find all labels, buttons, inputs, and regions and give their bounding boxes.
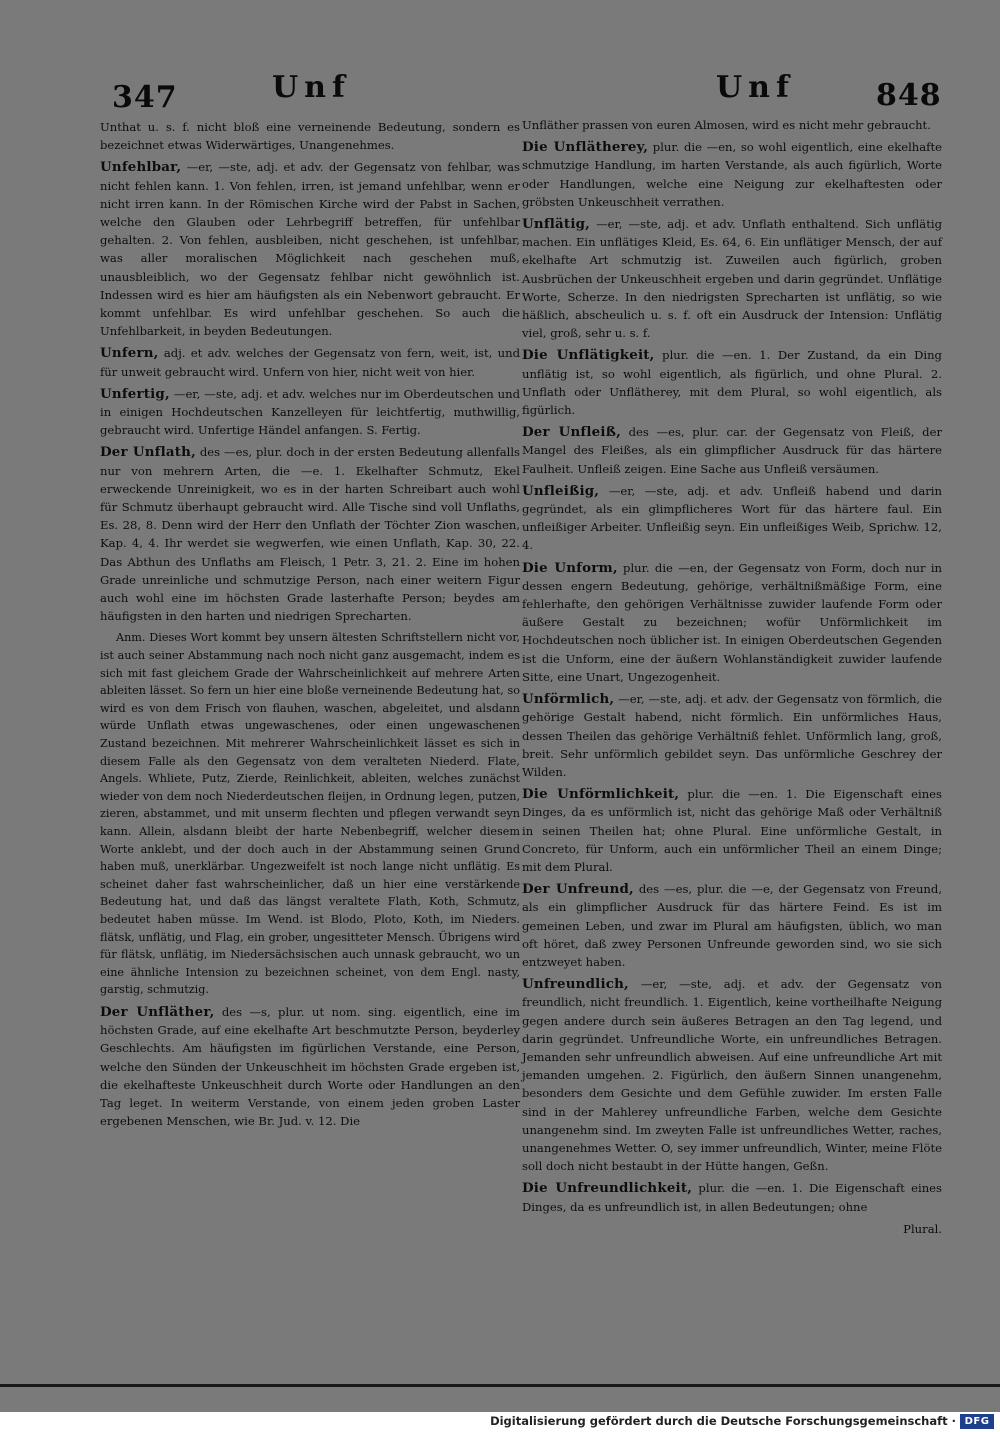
dictionary-entry — [100, 118, 520, 154]
entry-lemma: Der Unfläther, — [100, 1003, 215, 1020]
dictionary-entry — [522, 482, 942, 555]
dictionary-entry — [522, 975, 942, 1175]
entry-text: —er, —ste, adj. et adv. der Gegensatz von förmlich, die gehörige Gestalt habend, nicht förmlich. Ein unförmliches Haus, dessen Theilen das gehörige Verhältniß fehlet. Unförmlich lang, groß, breit. Sehr unförmlich gebildet seyn. Das unförmliche Geschrey der Wilden. — [522, 692, 942, 779]
dictionary-entry — [100, 158, 520, 340]
entry-lemma: Der Unfreund, — [522, 881, 634, 898]
entry-lemma: Die Unflätigkeit, — [522, 347, 655, 364]
funding-credit: Digitalisierung gefördert durch die Deutsche Forschungsgemeinschaft · — [490, 1414, 956, 1428]
dictionary-entry — [100, 385, 520, 440]
dictionary-entry — [522, 215, 942, 342]
entry-lemma: Die Unförmlichkeit, — [522, 786, 680, 803]
left-page-number: 347 — [112, 80, 178, 115]
entry-text: plur. die —en, der Gegensatz von Form, doch nur in dessen engern Bedeutung, gehörige, verhältnißmäßige Form, eine fehlerhafte, den gehörigen Verhältnisse zuwider laufende Form oder äußere Gestalt zu bezeichnen; wofür Unförmlichkeit im Hochdeutschen noch üblicher ist. In einigen Oberdeutschen Gegenden ist die Unform, eine der äußern Wohlanständigkeit zuwider laufende Sitte, eine Unart, Ungezogenheit. — [522, 560, 943, 684]
entry-text: adj. et adv. welches der Gegensatz von fern, weit, ist, und für unweit gebraucht wird. Unfern von hier, nicht weit von hier. — [100, 346, 520, 379]
entry-lemma: Unfern, — [100, 345, 159, 362]
page-bottom-rule — [0, 1384, 1000, 1387]
dfg-logo: DFG — [960, 1414, 994, 1429]
entry-text: —er, —ste, adj. et adv. Unflath enthaltend. Sich unflätig machen. Ein unflätiges Kleid, Es. 64, 6. Ein unflätiger Mensch, der auf ekelhafte Art schmutzig ist. Zuweilen auch figürlich, groben Ausbrüchen der Unkeuschheit ergeben und darin gegründet. Unflätige Worte, Scherze. In den niedrigsten Sprecharten ist unflätig, so wie häßlich, abscheulich u. s. f. oft ein Ausdruck der Intension: Unflätig viel, groß, sehr u. s. f. — [522, 217, 942, 341]
dictionary-entry — [522, 423, 942, 478]
entry-lemma: Unförmlich, — [522, 691, 615, 708]
dictionary-entry — [100, 443, 520, 625]
dictionary-entry — [522, 1220, 942, 1238]
right-page-number: 848 — [876, 78, 942, 113]
entry-text: Plural. — [903, 1221, 942, 1236]
dictionary-entry — [522, 690, 942, 781]
entry-text: —er, —ste, adj. et adv. welches nur im Oberdeutschen und in einigen Hochdeutschen Kanzelleyen für leichtfertig, muthwillig, gebraucht wird. Unfertige Händel anfangen. S. Fertig. — [100, 386, 520, 438]
entry-lemma: Die Unflätherey, — [522, 139, 649, 156]
dictionary-entry — [522, 346, 942, 419]
digitization-footer — [0, 1412, 1000, 1432]
dictionary-entry — [100, 1003, 520, 1130]
entry-lemma: Unfleißig, — [522, 482, 600, 499]
entry-lemma: Unfertig, — [100, 385, 170, 402]
dictionary-entry — [100, 344, 520, 380]
entry-text: des —es, plur. doch in der ersten Bedeutung allenfalls nur von mehrern Arten, die —e. 1. Ekelhafter Schmutz, Ekel erweckende Unreinigkeit, wo es in der harten Schreibart auch wohl für Schmutz überhaupt gebraucht wird. Alle Tische sind voll Unflaths, Es. 28, 8. Denn wird der Herr den Unflath der Töchter Zion waschen, Kap. 4, 4. Ihr werdet sie wegwerfen, wie einen Unflath, Kap. 30, 22. Das Abthun des Unflaths am Fleisch, 1 Petr. 3, 21. 2. Eine im hohen Grade unreinliche und schmutzige Person, nach einer weitern Figur auch wohl eine im höchsten Grade lasterhafte Person; beydes am häufigsten in den harten und niedrigen Sprecharten. — [100, 445, 520, 624]
entry-lemma: Die Unfreundlichkeit, — [522, 1180, 693, 1197]
right-running-headword: Unf — [716, 70, 795, 105]
entry-text: —er, —ste, adj. et adv. der Gegensatz von freundlich, nicht freundlich. 1. Eigentlich, keine vortheilhafte Neigung gegen andere durch sein äußeres Betragen an den Tag legend, und darin gegründet. Unfreundliche Worte, ein unfreundliches Betragen. Jemanden sehr unfreundlich abweisen. Auf eine unfreundliche Art mit jemanden umgehen. 2. Figürlich, den äußern Sinnen unangenehm, besonders dem Gesichte und dem Gefühle zuwider. Im ersten Falle sind in der Mahlerey unfreundliche Farben, welche dem Gesichte unangenehm sind. Im zweyten Falle ist unfreundliches Wetter, raches, unangenehmes Wetter. O, sey immer unfreundlich, Winter, meine Flöte soll doch nicht bestaubt in der Hütte hangen, Geßn. — [522, 977, 942, 1174]
entry-lemma: Die Unform, — [522, 559, 618, 576]
entry-text: Anm. Dieses Wort kommt bey unsern ältesten Schriftstellern nicht vor, ist auch seiner Abstammung nach noch nicht ganz ausgemacht, indem es sich mit fast gleichem Grade der Wahrscheinlichkeit auf mehrere Arten ableiten lässet. So fern un hier eine bloße verneinende Bedeutung hat, so wird es von dem Frisch von flauhen, waschen, abgeleitet, und alsdann würde Unflath etwas ungewaschenes, oder einen ungewaschenen Zustand bezeichnen. Mit mehrerer Wahrscheinlichkeit lässet es sich in diesem Falle als den Gegensatz von dem veralteten Niederd. Flate, Angels. Whliete, Putz, Zierde, Reinlichkeit, ableiten, welches zunächst wieder von dem noch Niederdeutschen fleijen, in Ordnung legen, putzen, zieren, abstammet, und mit unserm flechten und pflegen verwandt seyn kann. Allein, alsdann bleibt der harte Nebenbegriff, welcher diesem Worte anklebt, und der doch auch in der Abstammung seinen Grund haben muß, unerklärbar. Ungezweifelt ist noch lange nicht unflätig. Es scheinet daher fast wahrscheinlicher, daß un hier eine verstärkende Bedeutung hat, und daß das längst veraltete Flath, Koth, Schmutz, bedeutet haben müsse. Im Wend. ist Blodo, Ploto, Koth, im Nieders. flätsk, unflätig, und Flag, ein grober, ungesitteter Mensch. Übrigens wird für flätsk, unflätig, im Niedersächsischen auch unnask gebraucht, wo un eine ähnliche Intension zu bezeichnen scheinet, von dem Engl. nasty, garstig, schmutzig. — [100, 631, 520, 997]
entry-lemma: Der Unflath, — [100, 444, 196, 461]
dictionary-entry — [522, 880, 942, 971]
dictionary-entry — [522, 559, 942, 686]
dictionary-entry — [522, 138, 942, 211]
entry-text: Unthat u. s. f. nicht bloß eine verneinende Bedeutung, sondern es bezeichnet etwas Widerwärtiges, Unangenehmes. — [100, 120, 520, 153]
entry-text: plur. die —en. 1. Der Zustand, da ein Ding unflätig ist, so wohl eigentlich, als figürlich, und ohne Plural. 2. Unflath oder Unflätherey, mit dem Plural, so wohl eigentlich, als figürlich. — [522, 348, 942, 418]
entry-text: des —es, plur. car. der Gegensatz von Fleiß, der Mangel des Fleißes, als ein glimpflicher Ausdruck für das härtere Faulheit. Unfleiß zeigen. Eine Sache aus Unfleiß versäumen. — [522, 425, 943, 476]
entry-text: des —es, plur. die —e, der Gegensatz von Freund, als ein glimpflicher Ausdruck für das härtere Feind. Es ist im gemeinen Leben, und zwar im Plural am häufigsten, üblich, wo man oft höret, daß zwey Personen Unfreunde geworden sind, wo sie sich entzweyet haben. — [522, 882, 943, 969]
left-text-column — [100, 118, 520, 1134]
dictionary-entry — [522, 785, 942, 876]
dictionary-entry — [100, 629, 520, 998]
entry-text: plur. die —en. 1. Die Eigenschaft eines Dinges, da es unförmlich ist, nicht das gehörige Maß oder Verhältniß in seinen Theilen hat; ohne Plural. Eine unförmliche Gestalt, in Concreto, für Unform, auch ein unförmlicher Theil an einem Dinge; mit dem Plural. — [522, 787, 942, 874]
entry-lemma: Unflätig, — [522, 216, 591, 233]
right-text-column — [522, 116, 942, 1242]
entry-lemma: Unfehlbar, — [100, 159, 182, 176]
dictionary-entry — [522, 1179, 942, 1215]
entry-text: Unfläther prassen von euren Almosen, wird es nicht mehr gebraucht. — [522, 118, 931, 132]
left-running-headword: Unf — [272, 70, 351, 105]
entry-text: des —s, plur. ut nom. sing. eigentlich, eine im höchsten Grade, auf eine ekelhafte Art beschmutzte Person, beyderley Geschlechts. Am häufigsten im figürlichen Verstande, eine Person, welche den Sünden der Unkeuschheit im höchsten Grade ergeben ist, die ekelhafteste Unkeuschheit durch Worte oder Handlungen an den Tag leget. In weiterm Verstande, von einem jeden groben Laster ergebenen Menschen, wie Br. Jud. v. 12. Die — [100, 1004, 520, 1129]
entry-text: —er, —ste, adj. et adv. der Gegensatz von fehlbar, was nicht fehlen kann. 1. Von fehlen, irren, ist jemand unfehlbar, wenn er nicht irren kann. In der Römischen Kirche wird der Pabst in Sachen, welche den Glauben oder Lehrbegriff betreffen, für unfehlbar gehalten. 2. Von fehlen, ausbleiben, nicht geschehen, ist unfehlbar, was aller moralischen Möglichkeit nach geschehen muß, unausbleiblich, wo der Gegensatz fehlbar nicht gewöhnlich ist. Indessen wird es hier am häufigsten als ein Nebenwort gebraucht. Er kommt unfehlbar. Es wird unfehlbar geschehen. So auch die Unfehlbarkeit, in beyden Bedeutungen. — [100, 160, 520, 339]
entry-text: plur. die —en. 1. Die Eigenschaft eines Dinges, da es unfreundlich ist, in allen Bedeutungen; ohne — [522, 1181, 942, 1214]
entry-text: —er, —ste, adj. et adv. Unfleiß habend und darin gegründet, als ein glimpflicheres Wort für das härtere faul. Ein unfleißiger Arbeiter. Unfleißig seyn. Ein unfleißiges Weib, Sprichw. 12, 4. — [522, 483, 942, 553]
entry-lemma: Der Unfleiß, — [522, 424, 621, 441]
entry-lemma: Unfreundlich, — [522, 976, 629, 993]
dictionary-entry — [522, 116, 942, 134]
entry-text: plur. die —en, so wohl eigentlich, eine ekelhafte schmutzige Handlung, im harten Verstande, als auch figürlich, Worte oder Handlungen, welche eine Neigung zur ekelhaftesten oder gröbsten Unkeuschheit verrathen. — [522, 140, 942, 209]
